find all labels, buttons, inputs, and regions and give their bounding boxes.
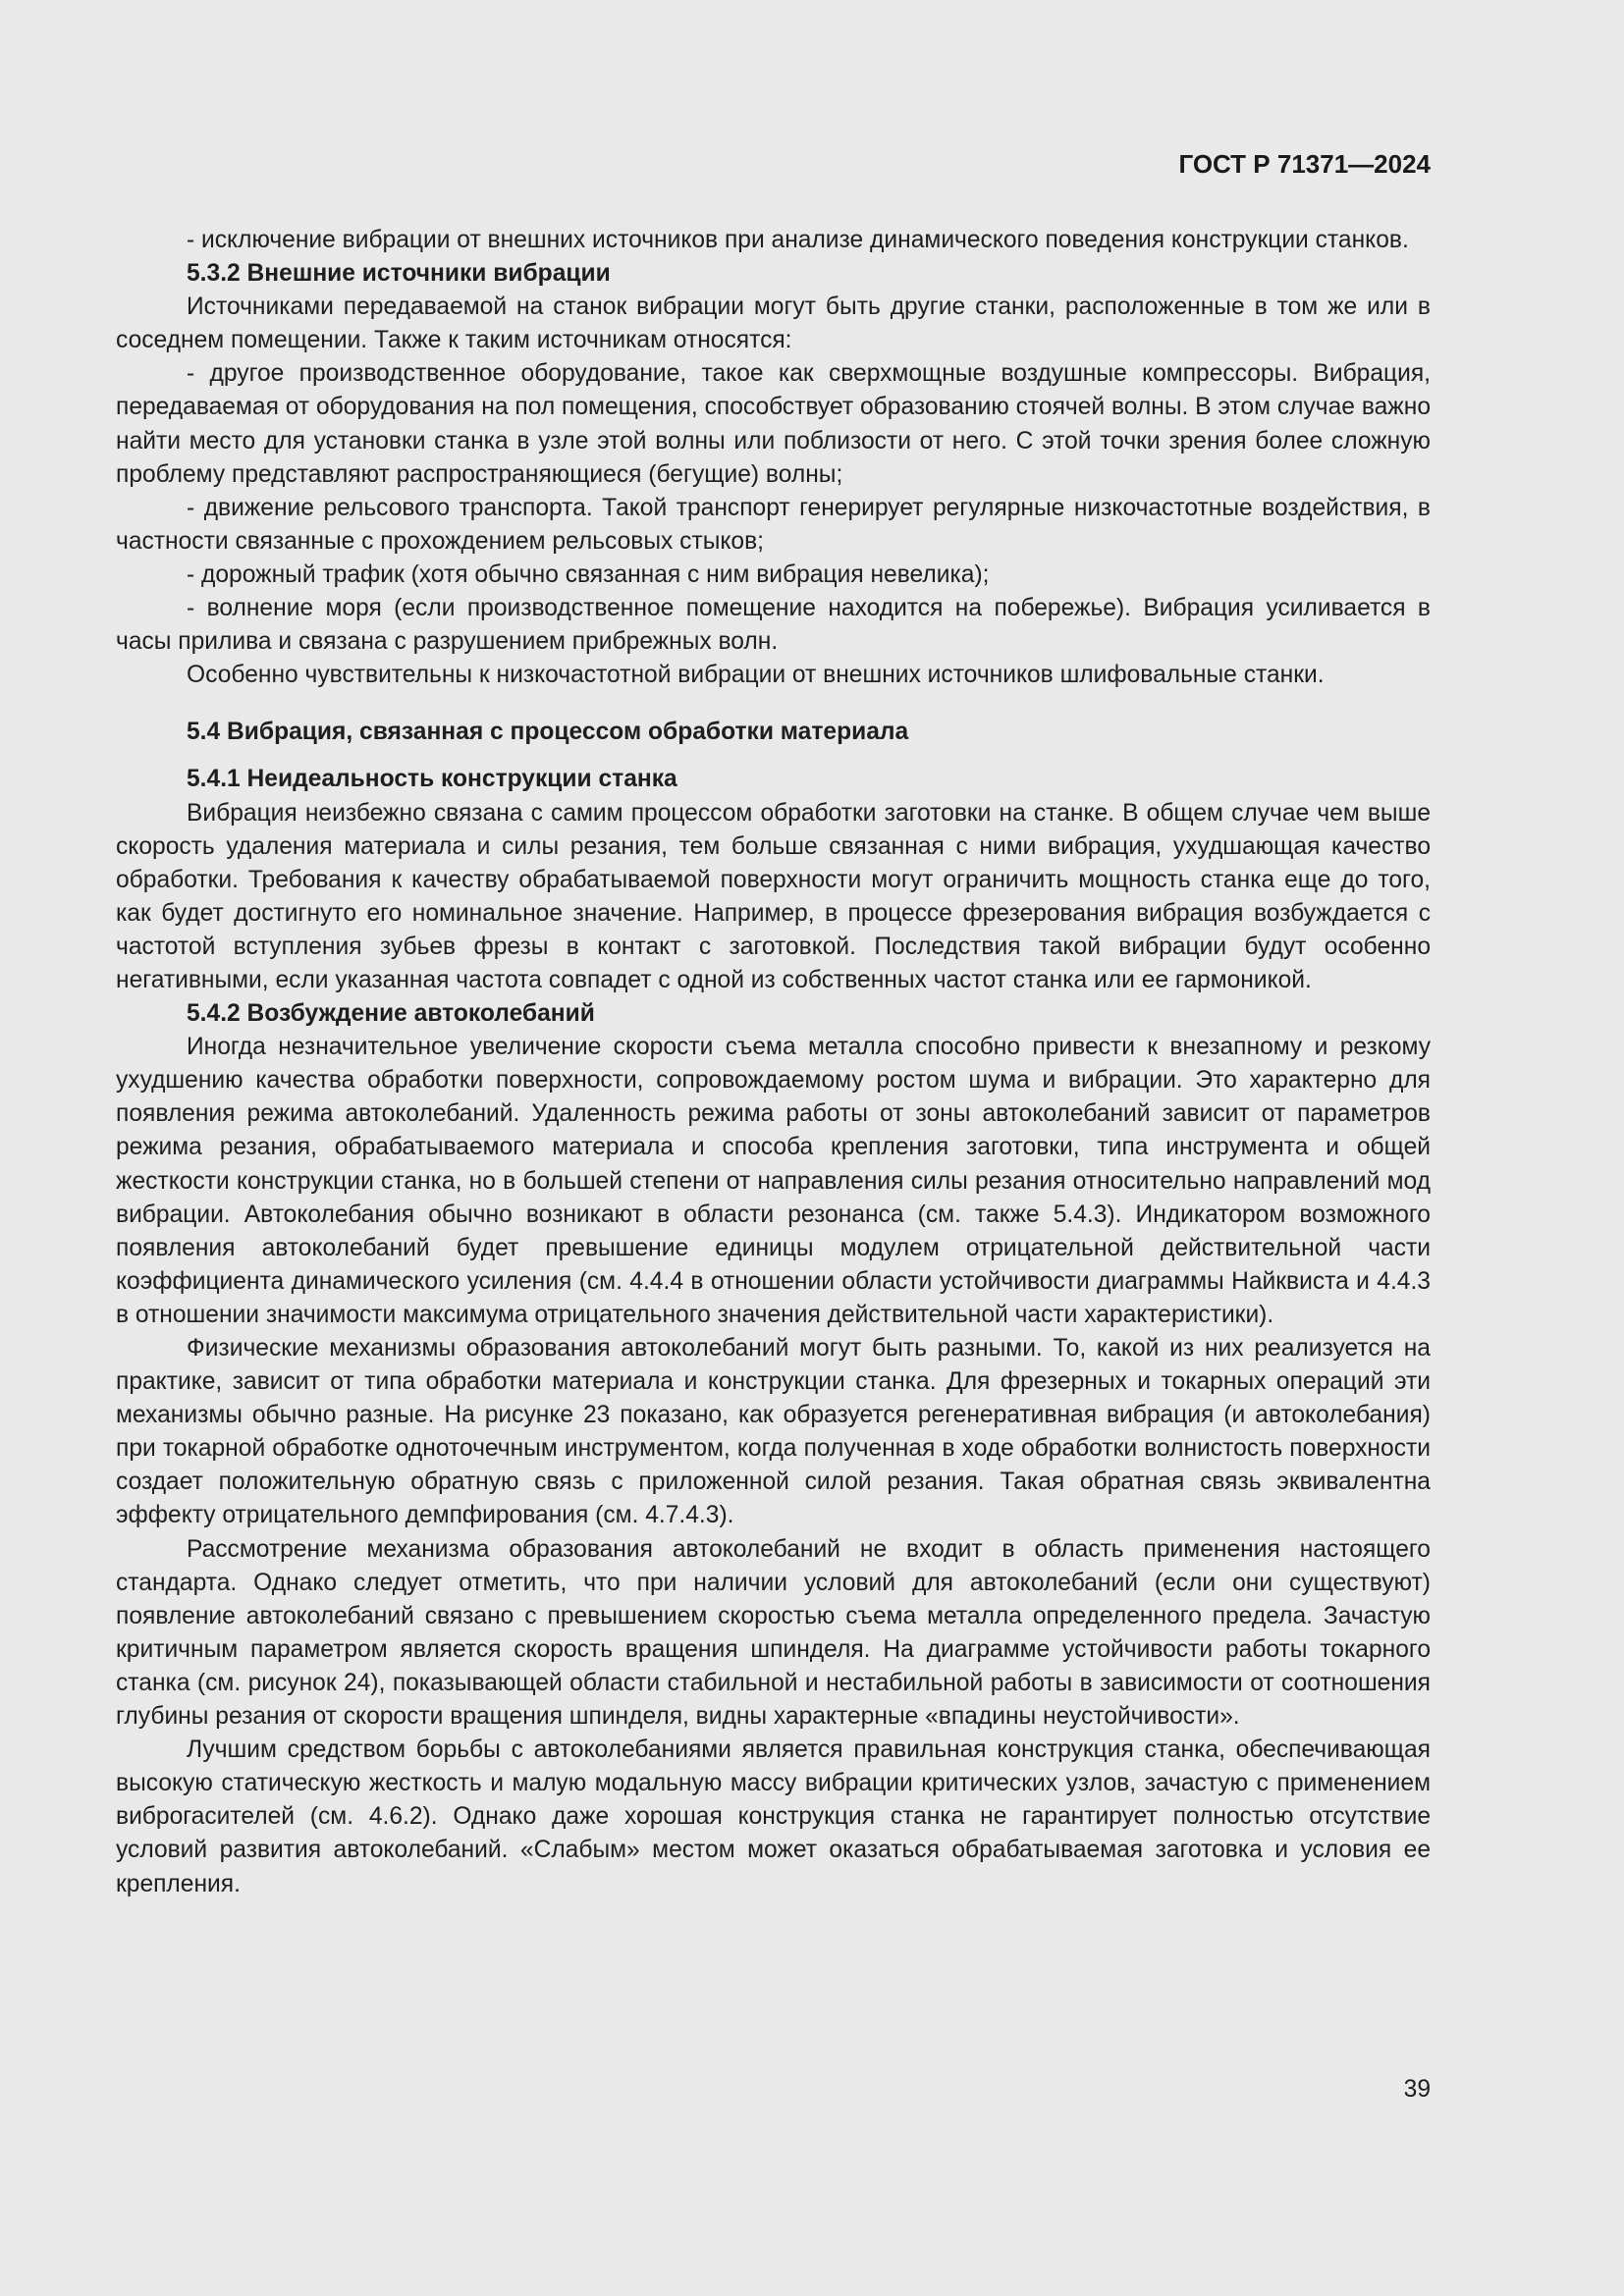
paragraph: Иногда незначительное увеличение скорости съема металла способно привести к внезапному и резкому ухудшению качества обработки поверхности, сопровождаемому ростом шума и вибрации. Это характерно для появления режима автоколебаний. Удаленность режима работы от зоны автоколебаний зависит от параметров режима резания, обрабатываемого материала и способа крепления заготовки, типа инструмента и общей жесткости конструкции станка, но в большей степени от направления силы резания относительно направлений мод вибрации. Автоколебания обычно возникают в области резонанса (см. также 5.4.3). Индикатором возможного появления автоколебаний будет превышение единицы модулем отрицательной действительной части коэффициента динамического усиления (см. 4.4.4 в отношении области устойчивости диаграммы Найквиста и 4.4.3 в отношении значимости максимума отрицательного значения действительной части характеристики). [116,1034,1431,1328]
page-number: 39 [1403,2076,1431,2103]
list-item: - дорожный трафик (хотя обычно связанная с ним вибрация невелика); [187,561,990,588]
paragraph: Лучшим средством борьбы с автоколебаниями является правильная конструкция станка, обеспечивающая высокую статическую жесткость и малую модальную массу вибрации критических узлов, зачастую с применением виброгасителей (см. 4.6.2). Однако даже хорошая конструкция станка не гарантирует полностью отсутствие условий развития автоколебаний. «Слабым» местом может оказаться обрабатываемая заготовка и условия ее крепления. [116,1736,1431,1897]
section-heading-5-4: 5.4 Вибрация, связанная с процессом обработки материала [187,719,909,746]
section-heading-5-4-1: 5.4.1 Неидеальность конструкции станка [187,766,677,793]
paragraph: - исключение вибрации от внешних источников при анализе динамического поведения конструкции станков. [187,227,1409,253]
paragraph: Источниками передаваемой на станок вибрации могут быть другие станки, расположенные в том же или в соседнем помещении. Также к таким источникам относятся: [116,294,1431,354]
list-item: - движение рельсового транспорта. Такой транспорт генерирует регулярные низкочастотные воздействия, в частности связанные с прохождением рельсовых стыков; [116,494,1431,555]
document-header: ГОСТ Р 71371—2024 [1178,149,1431,179]
document-body [116,224,1431,1901]
paragraph: Рассмотрение механизма образования автоколебаний не входит в область применения настоящего стандарта. Однако следует отметить, что при наличии условий для автоколебаний (если они существуют) появление автоколебаний связано с превышением скоростью съема металла определенного предела. Зачастую критичным параметром является скорость вращения шпинделя. На диаграмме устойчивости работы токарного станка (см. рисунок 24), показывающей области стабильной и нестабильной работы в зависимости от соотношения глубины резания от скорости вращения шпинделя, видны характерные «впадины неустойчивости». [116,1535,1431,1731]
section-heading-5-4-2: 5.4.2 Возбуждение автоколебаний [187,1000,595,1028]
list-item: - волнение моря (если производственное помещение находится на побережье). Вибрация усиливается в часы прилива и связана с разрушением прибрежных волн. [116,595,1431,656]
paragraph: Особенно чувствительны к низкочастотной вибрации от внешних источников шлифовальные станки. [187,662,1325,689]
paragraph: Вибрация неизбежно связана с самим процессом обработки заготовки на станке. В общем случае чем выше скорость удаления материала и силы резания, тем больше связанная с ними вибрация, ухудшающая качество обработки. Требования к качеству обрабатываемой поверхности могут ограничить мощность станка еще до того, как будет достигнуто его номинальное значение. Например, в процессе фрезерования вибрация возбуждается с частотой вступления зубьев фрезы в контакт с заготовкой. Последствия такой вибрации будут особенно негативными, если указанная частота совпадет с одной из собственных частот станка или ее гармоникой. [116,799,1431,993]
section-heading-5-3-2: 5.3.2 Внешние источники вибрации [187,260,611,288]
paragraph: Физические механизмы образования автоколебаний могут быть разными. То, какой из них реализуется на практике, зависит от типа обработки материала и конструкции станка. Для фрезерных и токарных операций эти механизмы обычно разные. На рисунке 23 показано, как образуется регенеративная вибрация (и автоколебания) при токарной обработке одноточечным инструментом, когда полученная в ходе обработки волнистость поверхности создает положительную обратную связь с приложенной силой резания. Такая обратная связь эквивалентна эффекту отрицательного демпфирования (см. 4.7.4.3). [116,1335,1431,1529]
list-item: - другое производственное оборудование, такое как сверхмощные воздушные компрессоры. Вибрация, передаваемая от оборудования на пол помещения, способствует образованию стоячей волны. В этом случае важно найти место для установки станка в узле этой волны или поблизости от него. С этой точки зрения более сложную проблему представляют распространяющиеся (бегущие) волны; [116,360,1431,488]
